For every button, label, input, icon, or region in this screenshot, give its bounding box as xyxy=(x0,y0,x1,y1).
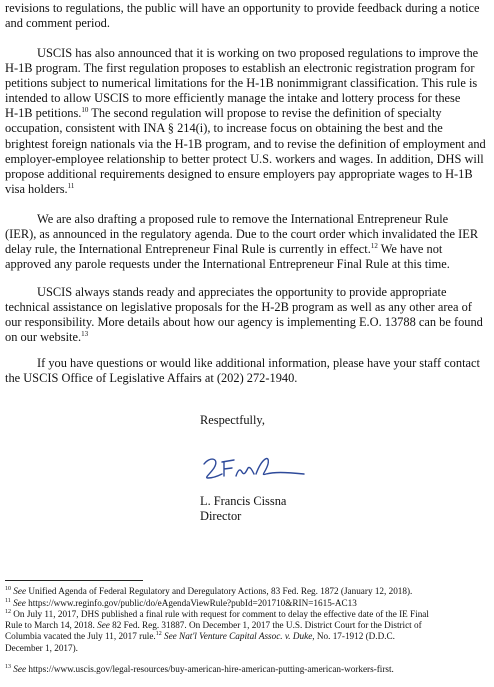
footnote-number: 13 xyxy=(5,663,11,670)
footnote-line xyxy=(5,609,489,620)
text-line: propose additional requirements designed to ensure employers pay appropriate wages to H-1B xyxy=(5,166,473,181)
footnote-ref-12[interactable]: 12 xyxy=(370,242,378,251)
text-line: petitions subject to numerical limitations for the H-1B nonimmigrant classification. This rule is xyxy=(5,76,478,91)
footnote-line: December 1, 2017). xyxy=(5,642,78,653)
footnote-text: 82 Fed. Reg. 31887. On December 1, 2017 the U.S. District Court for the District of xyxy=(109,620,422,631)
text-line: employer-employee relationship to better protect U.S. workers and wages. In addition, DHS will xyxy=(5,151,484,166)
footnote-case-cite: See Nat'l Venture Capital Assoc. v. Duke xyxy=(161,631,313,642)
footnote-11 xyxy=(5,598,489,609)
footnote-13 xyxy=(5,664,489,675)
footnote-signal: See xyxy=(13,598,26,608)
text-line: revisions to regulations, the public will have an opportunity to provide feedback during a notice xyxy=(5,1,480,15)
text-segment: H-1B petitions. xyxy=(5,106,82,121)
text-segment: delay rule, the International Entrepreneur Final Rule is currently in effect. xyxy=(5,242,371,257)
text-line xyxy=(5,242,485,257)
footnote-12 xyxy=(5,609,489,654)
footnote-text: Rule to March 14, 2018. xyxy=(5,620,98,631)
footnote-text: Columbia vacated the July 11, 2017 rule. xyxy=(5,631,156,642)
footnote-signal: See xyxy=(13,586,27,596)
text-line: USCIS has also announced that it is working on two proposed regulations to improve the xyxy=(37,46,479,60)
text-segment: visa holders. xyxy=(5,181,68,196)
footnote-signal: See xyxy=(97,620,110,631)
text-line xyxy=(5,182,485,197)
text-line xyxy=(5,330,485,345)
footnote-line xyxy=(5,664,489,675)
text-line: and comment period. xyxy=(5,16,110,31)
footnote-number: 12 xyxy=(5,608,11,615)
text-line: We are also drafting a proposed rule to remove the International Entrepreneur Rule xyxy=(37,212,449,226)
text-segment: on our website. xyxy=(5,330,82,345)
text-line: brightest foreign nationals via the H-1B program, and to revise the definition of employment and xyxy=(5,136,486,151)
footnote-signal: See xyxy=(13,664,27,674)
footnote-number: 11 xyxy=(5,597,11,604)
text-line: H-1B program. The first regulation proposes to establish an electronic registration program for xyxy=(5,61,475,76)
text-line: If you have questions or would like additional information, please have your staff contact xyxy=(37,356,480,370)
salutation: Respectfully, xyxy=(200,413,265,427)
text-line: the USCIS Office of Legislative Affairs at (202) 272-1940. xyxy=(5,371,298,386)
paragraph-contact xyxy=(5,356,485,386)
footnote-link[interactable]: https://www.uscis.gov/legal-resources/buy-american-hire-american-putting-american-workers-first. xyxy=(26,664,394,674)
paragraph-h1b-regulations xyxy=(5,46,485,197)
footnote-number: 12 xyxy=(155,631,162,638)
signer-name: L. Francis Cissna xyxy=(200,494,287,508)
footnote-number: 10 xyxy=(5,585,11,592)
text-line: approved any parole requests under the International Entrepreneur Final Rule at this time. xyxy=(5,257,450,272)
text-line: intended to allow USCIS to more efficiently manage the intake and lottery process for these xyxy=(5,91,461,106)
paragraph-ier xyxy=(5,212,485,272)
footnote-text: Unified Agenda of Federal Regulatory and Deregulatory Actions, 83 Fed. Reg. 1872 (January 12, 2018). xyxy=(26,586,413,596)
text-line: occupation, consistent with INA § 214(i), to increase focus on obtaining the best and the xyxy=(5,121,443,136)
text-line xyxy=(5,106,485,121)
footnote-divider xyxy=(5,580,143,581)
footnote-ref-10[interactable]: 10 xyxy=(81,106,89,115)
text-line: (IER), as announced in the regulatory agenda. Due to the court order which invalidated the IER xyxy=(5,227,479,242)
signature-image xyxy=(200,448,310,488)
paragraph-notice xyxy=(5,1,485,31)
footnote-text: On July 11, 2017, DHS published a final rule with request for comment to delay the effective date of the IE Final xyxy=(11,609,429,619)
footnote-ref-13[interactable]: 13 xyxy=(81,330,89,339)
footnote-line xyxy=(5,598,489,609)
paragraph-h2b xyxy=(5,285,485,345)
signer-title: Director xyxy=(200,509,242,523)
footnote-text: , No. 17-1912 (D.D.C. xyxy=(312,631,395,642)
footnote-line xyxy=(5,620,489,631)
text-segment: We have not xyxy=(377,242,443,257)
footnote-line xyxy=(5,631,489,642)
footnote-10 xyxy=(5,586,489,597)
footnote-link[interactable]: https://www.reginfo.gov/public/do/eAgendaViewRule?pubId=201710&RIN=1615-AC13 xyxy=(25,598,357,608)
text-line: our responsibility. More details about how our agency is implementing E.O. 13788 can be found xyxy=(5,315,483,330)
footnote-line xyxy=(5,586,489,597)
text-segment: The second regulation will propose to revise the definition of specialty xyxy=(88,106,442,121)
text-line: USCIS always stands ready and appreciates the opportunity to provide appropriate xyxy=(37,285,447,299)
text-line: technical assistance on legislative proposals for the H-2B program as well as any other area of xyxy=(5,300,472,315)
footnote-ref-11[interactable]: 11 xyxy=(67,181,75,190)
